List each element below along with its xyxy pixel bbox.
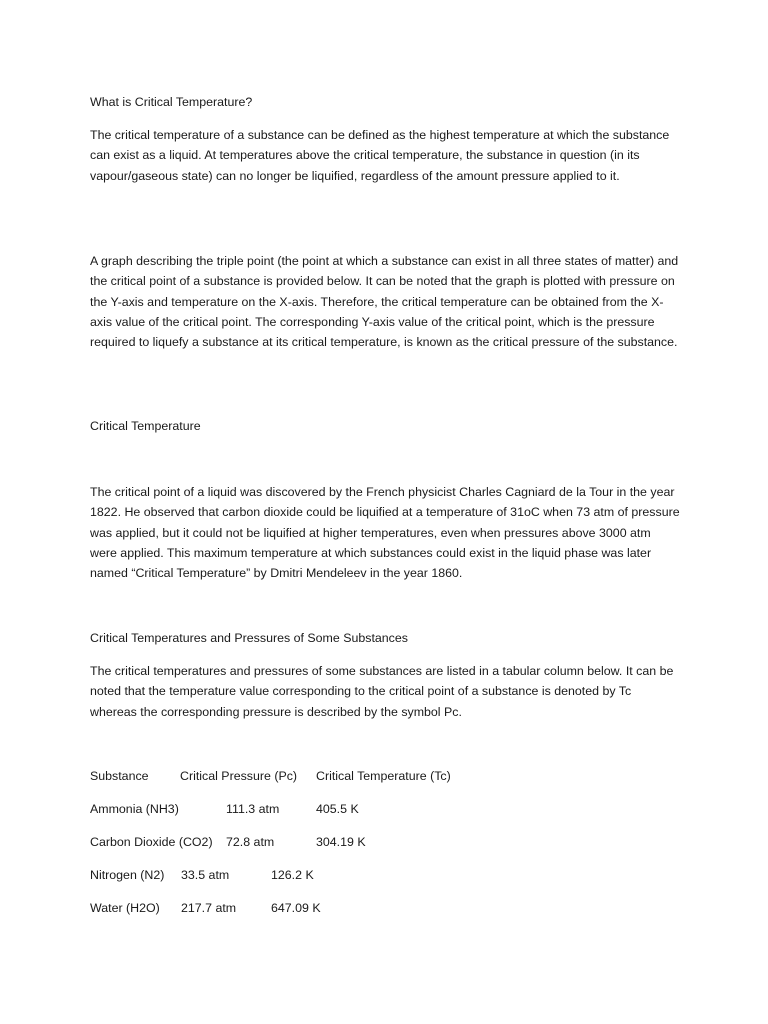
table-header-critical-temperature: Critical Temperature (Tc) (316, 769, 451, 783)
heading-what-is-critical-temperature: What is Critical Temperature? (90, 95, 253, 109)
heading-critical-temperatures-and-pressures: Critical Temperatures and Pressures of Some Substances (90, 631, 408, 645)
table-header-critical-pressure: Critical Pressure (Pc) (180, 769, 298, 783)
table-cell-temperature: 304.19 K (316, 835, 366, 849)
table-cell-pressure: 217.7 atm (181, 901, 237, 915)
table-cell-pressure: 33.5 atm (181, 868, 230, 882)
table-cell-pressure: 72.8 atm (226, 835, 275, 849)
table-cell-pressure: 111.3 atm (226, 802, 280, 816)
table-cell-temperature: 647.09 K (271, 901, 321, 915)
table-cell-substance: Ammonia (NH3) (90, 802, 179, 816)
table-header-substance: Substance (90, 769, 149, 783)
paragraph-table-intro: The critical temperatures and pressures of some substances are listed in a tabular column below. It can be noted that the temperature value corresponding to the critical point of a substance is denoted by Tc whereas the corresponding pressure is described by the symbol Pc. (90, 664, 674, 719)
paragraph-definition: The critical temperature of a substance can be defined as the highest temperature at which the substance can exist as a liquid. At temperatures above the critical temperature, the substance in question (in its vapour/gaseous state) can no longer be liquified, regardless of the amount pressure applied to it. (90, 128, 670, 183)
paragraph-history: The critical point of a liquid was discovered by the French physicist Charles Cagniard de la Tour in the year 1822. He observed that carbon dioxide could be liquified at a temperature of 31oC when 73 atm of pressure was applied, but it could not be liquified at higher temperatures, even when pressures above 3000 atm were applied. This maximum temperature at which substances could exist in the liquid phase was later named “Critical Temperature” by Dmitri Mendeleev in the year 1860. (90, 485, 680, 581)
heading-critical-temperature: Critical Temperature (90, 419, 201, 433)
table-cell-substance: Water (H2O) (90, 901, 160, 915)
paragraph-graph-description: A graph describing the triple point (the point at which a substance can exist in all three states of matter) and the critical point of a substance is provided below. It can be noted that the graph is plotted with pressure on the Y-axis and temperature on the X-axis. Therefore, the critical temperature can be obtained from the X-axis value of the critical point. The corresponding Y-axis value of the critical point, which is the pressure required to liquefy a substance at its critical temperature, is known as the critical pressure of the substance. (90, 254, 679, 350)
table-cell-temperature: 126.2 K (271, 868, 314, 882)
table-cell-substance: Nitrogen (N2) (90, 868, 165, 882)
table-cell-temperature: 405.5 K (316, 802, 359, 816)
table-cell-substance: Carbon Dioxide (CO2) (90, 835, 213, 849)
